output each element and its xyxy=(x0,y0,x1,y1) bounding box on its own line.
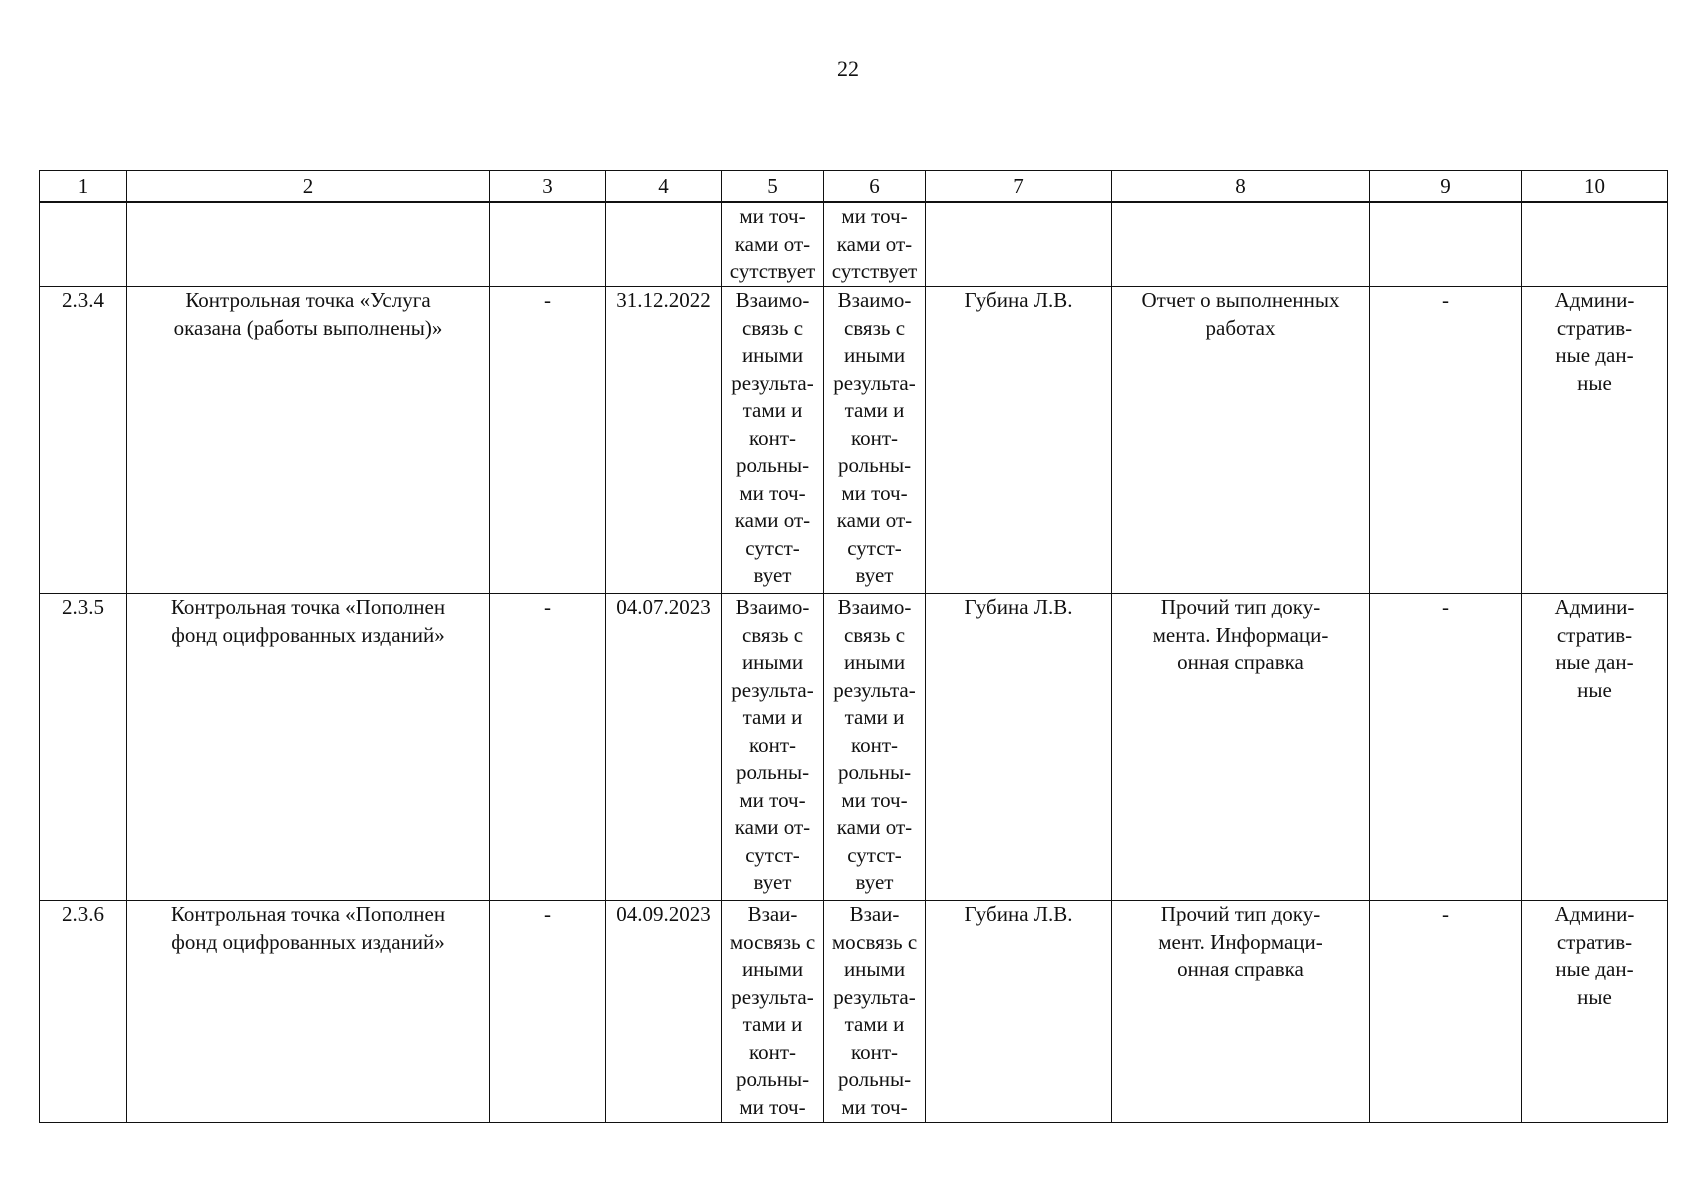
cell-text-line: ками от- xyxy=(836,508,913,532)
cell-text-line: сутствует xyxy=(831,259,918,283)
cell-col3: - xyxy=(490,901,606,1123)
cell-date: 04.09.2023 xyxy=(606,901,722,1123)
cell-responsible: Губина Л.В. xyxy=(926,901,1112,1123)
cell-text-line: онная справка xyxy=(1177,650,1304,674)
cell-text-line: Взаи- xyxy=(849,902,900,926)
cell-text-line: тами и xyxy=(742,705,803,729)
cell-text-line: Контрольная точка «Пополнен xyxy=(170,595,446,619)
cell-text-line: онная справка xyxy=(1177,957,1304,981)
cell-text-line: Взаи- xyxy=(747,902,798,926)
cell-text-line: вует xyxy=(753,563,792,587)
cell-text-line: фонд оцифрованных изданий» xyxy=(171,929,445,954)
cell-name xyxy=(127,202,490,287)
header-col-1: 1 xyxy=(40,171,127,203)
cell-source xyxy=(1522,901,1668,1123)
cell-text-line: рольны- xyxy=(735,1067,810,1091)
cell-text-line: связь с xyxy=(741,622,804,647)
cell-col9 xyxy=(1370,202,1522,287)
cell-col9: - xyxy=(1370,287,1522,594)
cell-text-line: оказана (работы выполнены)» xyxy=(173,315,443,340)
cell-text-line: фонд оцифрованных изданий» xyxy=(171,622,445,647)
cell-text-line: сутст- xyxy=(847,535,902,560)
header-col-10: 10 xyxy=(1522,171,1668,203)
cell-text-line: мосвязь с xyxy=(831,929,918,954)
cell-col5 xyxy=(722,202,824,287)
cell-text-line: ми точ- xyxy=(739,204,806,228)
cell-col6 xyxy=(824,901,926,1123)
cell-col5 xyxy=(722,901,824,1123)
cell-text-line: результа- xyxy=(731,370,814,395)
cell-text-line: иными xyxy=(741,650,804,674)
cell-text-line: Контрольная точка «Услуга xyxy=(185,288,431,312)
cell-text-line: вует xyxy=(855,563,894,587)
table-row-2-3-5 xyxy=(40,594,1668,901)
header-col-9: 9 xyxy=(1370,171,1522,203)
cell-text-line: сутст- xyxy=(745,842,800,867)
cell-text-line: конт- xyxy=(850,425,899,450)
cell-text-line: Взаимо- xyxy=(735,288,810,312)
cell-text-line: результа- xyxy=(731,984,814,1009)
cell-text-line: стратив- xyxy=(1556,622,1633,647)
cell-text-line: Взаимо- xyxy=(837,595,912,619)
cell-text-line: вует xyxy=(855,870,894,894)
cell-text-line: тами и xyxy=(742,1012,803,1036)
cell-text-line: ками от- xyxy=(734,231,811,256)
cell-text-line: ные xyxy=(1577,984,1612,1009)
header-col-4: 4 xyxy=(606,171,722,203)
header-col-2: 2 xyxy=(127,171,490,203)
cell-text-line: ми точ- xyxy=(739,480,806,505)
cell-num: 2.3.4 xyxy=(40,287,127,594)
cell-text-line: иными xyxy=(843,650,906,674)
cell-text-line: рольны- xyxy=(735,760,810,784)
cell-text-line: ми точ- xyxy=(739,1094,806,1119)
document-table xyxy=(39,170,1668,1123)
cell-source xyxy=(1522,202,1668,287)
cell-source xyxy=(1522,594,1668,901)
cell-text-line: рольны- xyxy=(837,1067,912,1091)
header-col-8: 8 xyxy=(1112,171,1370,203)
cell-text-line: Отчет о выполненных xyxy=(1141,288,1340,312)
cell-text-line: тами и xyxy=(844,705,905,729)
cell-text-line: конт- xyxy=(748,425,797,450)
cell-text-line: ками от- xyxy=(836,231,913,256)
cell-text-line: конт- xyxy=(850,732,899,757)
cell-text-line: сутст- xyxy=(847,842,902,867)
cell-text-line: Админи- xyxy=(1554,595,1635,619)
cell-responsible: Губина Л.В. xyxy=(926,287,1112,594)
cell-name xyxy=(127,287,490,594)
cell-source xyxy=(1522,287,1668,594)
cell-num: 2.3.5 xyxy=(40,594,127,901)
cell-text-line: ми точ- xyxy=(841,480,908,505)
cell-text-line: тами и xyxy=(742,398,803,422)
cell-date xyxy=(606,202,722,287)
cell-text-line: связь с xyxy=(741,315,804,340)
cell-text-line: тами и xyxy=(844,1012,905,1036)
cell-text-line: ные xyxy=(1577,370,1612,395)
cell-col5 xyxy=(722,594,824,901)
cell-text-line: ми точ- xyxy=(841,204,908,228)
cell-col6 xyxy=(824,594,926,901)
cell-text-line: рольны- xyxy=(735,453,810,477)
cell-text-line: Прочий тип доку- xyxy=(1160,902,1321,926)
cell-col3: - xyxy=(490,287,606,594)
cell-text-line: ми точ- xyxy=(739,787,806,812)
cell-text-line: иными xyxy=(741,957,804,981)
cell-text-line: ками от- xyxy=(836,815,913,839)
cell-text-line: результа- xyxy=(731,677,814,702)
header-col-7: 7 xyxy=(926,171,1112,203)
cell-text-line: связь с xyxy=(843,622,906,647)
cell-text-line: связь с xyxy=(843,315,906,340)
table-row-2-3-4 xyxy=(40,287,1668,594)
cell-text-line: ные дан- xyxy=(1555,650,1634,674)
cell-text-line: мента. Информаци- xyxy=(1152,622,1329,647)
header-col-3: 3 xyxy=(490,171,606,203)
cell-text-line: Контрольная точка «Пополнен xyxy=(170,902,446,926)
table-row-2-3-6 xyxy=(40,901,1668,1123)
cell-text-line: сутст- xyxy=(745,535,800,560)
cell-text-line: результа- xyxy=(833,984,916,1009)
cell-col6 xyxy=(824,202,926,287)
cell-text-line: Админи- xyxy=(1554,288,1635,312)
cell-responsible xyxy=(926,202,1112,287)
cell-num: 2.3.6 xyxy=(40,901,127,1123)
cell-name xyxy=(127,594,490,901)
cell-date: 31.12.2022 xyxy=(606,287,722,594)
cell-text-line: рольны- xyxy=(837,760,912,784)
cell-text-line: конт- xyxy=(850,1039,899,1064)
cell-text-line: работах xyxy=(1205,315,1276,340)
cell-text-line: иными xyxy=(741,343,804,367)
cell-col9: - xyxy=(1370,594,1522,901)
cell-text-line: ные дан- xyxy=(1555,957,1634,981)
cell-responsible: Губина Л.В. xyxy=(926,594,1112,901)
header-col-5: 5 xyxy=(722,171,824,203)
cell-text-line: ные xyxy=(1577,677,1612,702)
cell-text-line: рольны- xyxy=(837,453,912,477)
cell-text-line: вует xyxy=(753,870,792,894)
cell-num xyxy=(40,202,127,287)
cell-date: 04.07.2023 xyxy=(606,594,722,901)
cell-text-line: результа- xyxy=(833,677,916,702)
cell-text-line: сутствует xyxy=(729,259,816,283)
cell-text-line: Взаимо- xyxy=(735,595,810,619)
table-row-continuation xyxy=(40,202,1668,287)
cell-document xyxy=(1112,287,1370,594)
cell-text-line: тами и xyxy=(844,398,905,422)
cell-text-line: мент. Информаци- xyxy=(1158,929,1323,954)
cell-text-line: ми точ- xyxy=(841,787,908,812)
cell-col6 xyxy=(824,287,926,594)
page-number: 22 xyxy=(837,56,859,81)
cell-document xyxy=(1112,901,1370,1123)
cell-col5 xyxy=(722,287,824,594)
cell-col3 xyxy=(490,202,606,287)
cell-text-line: результа- xyxy=(833,370,916,395)
cell-text-line: конт- xyxy=(748,732,797,757)
cell-text-line: ми точ- xyxy=(841,1094,908,1119)
cell-document xyxy=(1112,202,1370,287)
cell-name xyxy=(127,901,490,1123)
cell-text-line: стратив- xyxy=(1556,315,1633,340)
cell-text-line: ками от- xyxy=(734,815,811,839)
cell-text-line: иными xyxy=(843,957,906,981)
cell-text-line: Прочий тип доку- xyxy=(1160,595,1321,619)
cell-text-line: конт- xyxy=(748,1039,797,1064)
header-col-6: 6 xyxy=(824,171,926,203)
cell-col9: - xyxy=(1370,901,1522,1123)
cell-text-line: стратив- xyxy=(1556,929,1633,954)
header-row xyxy=(40,171,1668,203)
cell-text-line: иными xyxy=(843,343,906,367)
cell-col3: - xyxy=(490,594,606,901)
cell-text-line: Взаимо- xyxy=(837,288,912,312)
cell-text-line: мосвязь с xyxy=(729,929,816,954)
cell-text-line: Админи- xyxy=(1554,902,1635,926)
cell-document xyxy=(1112,594,1370,901)
cell-text-line: ками от- xyxy=(734,508,811,532)
cell-text-line: ные дан- xyxy=(1555,343,1634,367)
